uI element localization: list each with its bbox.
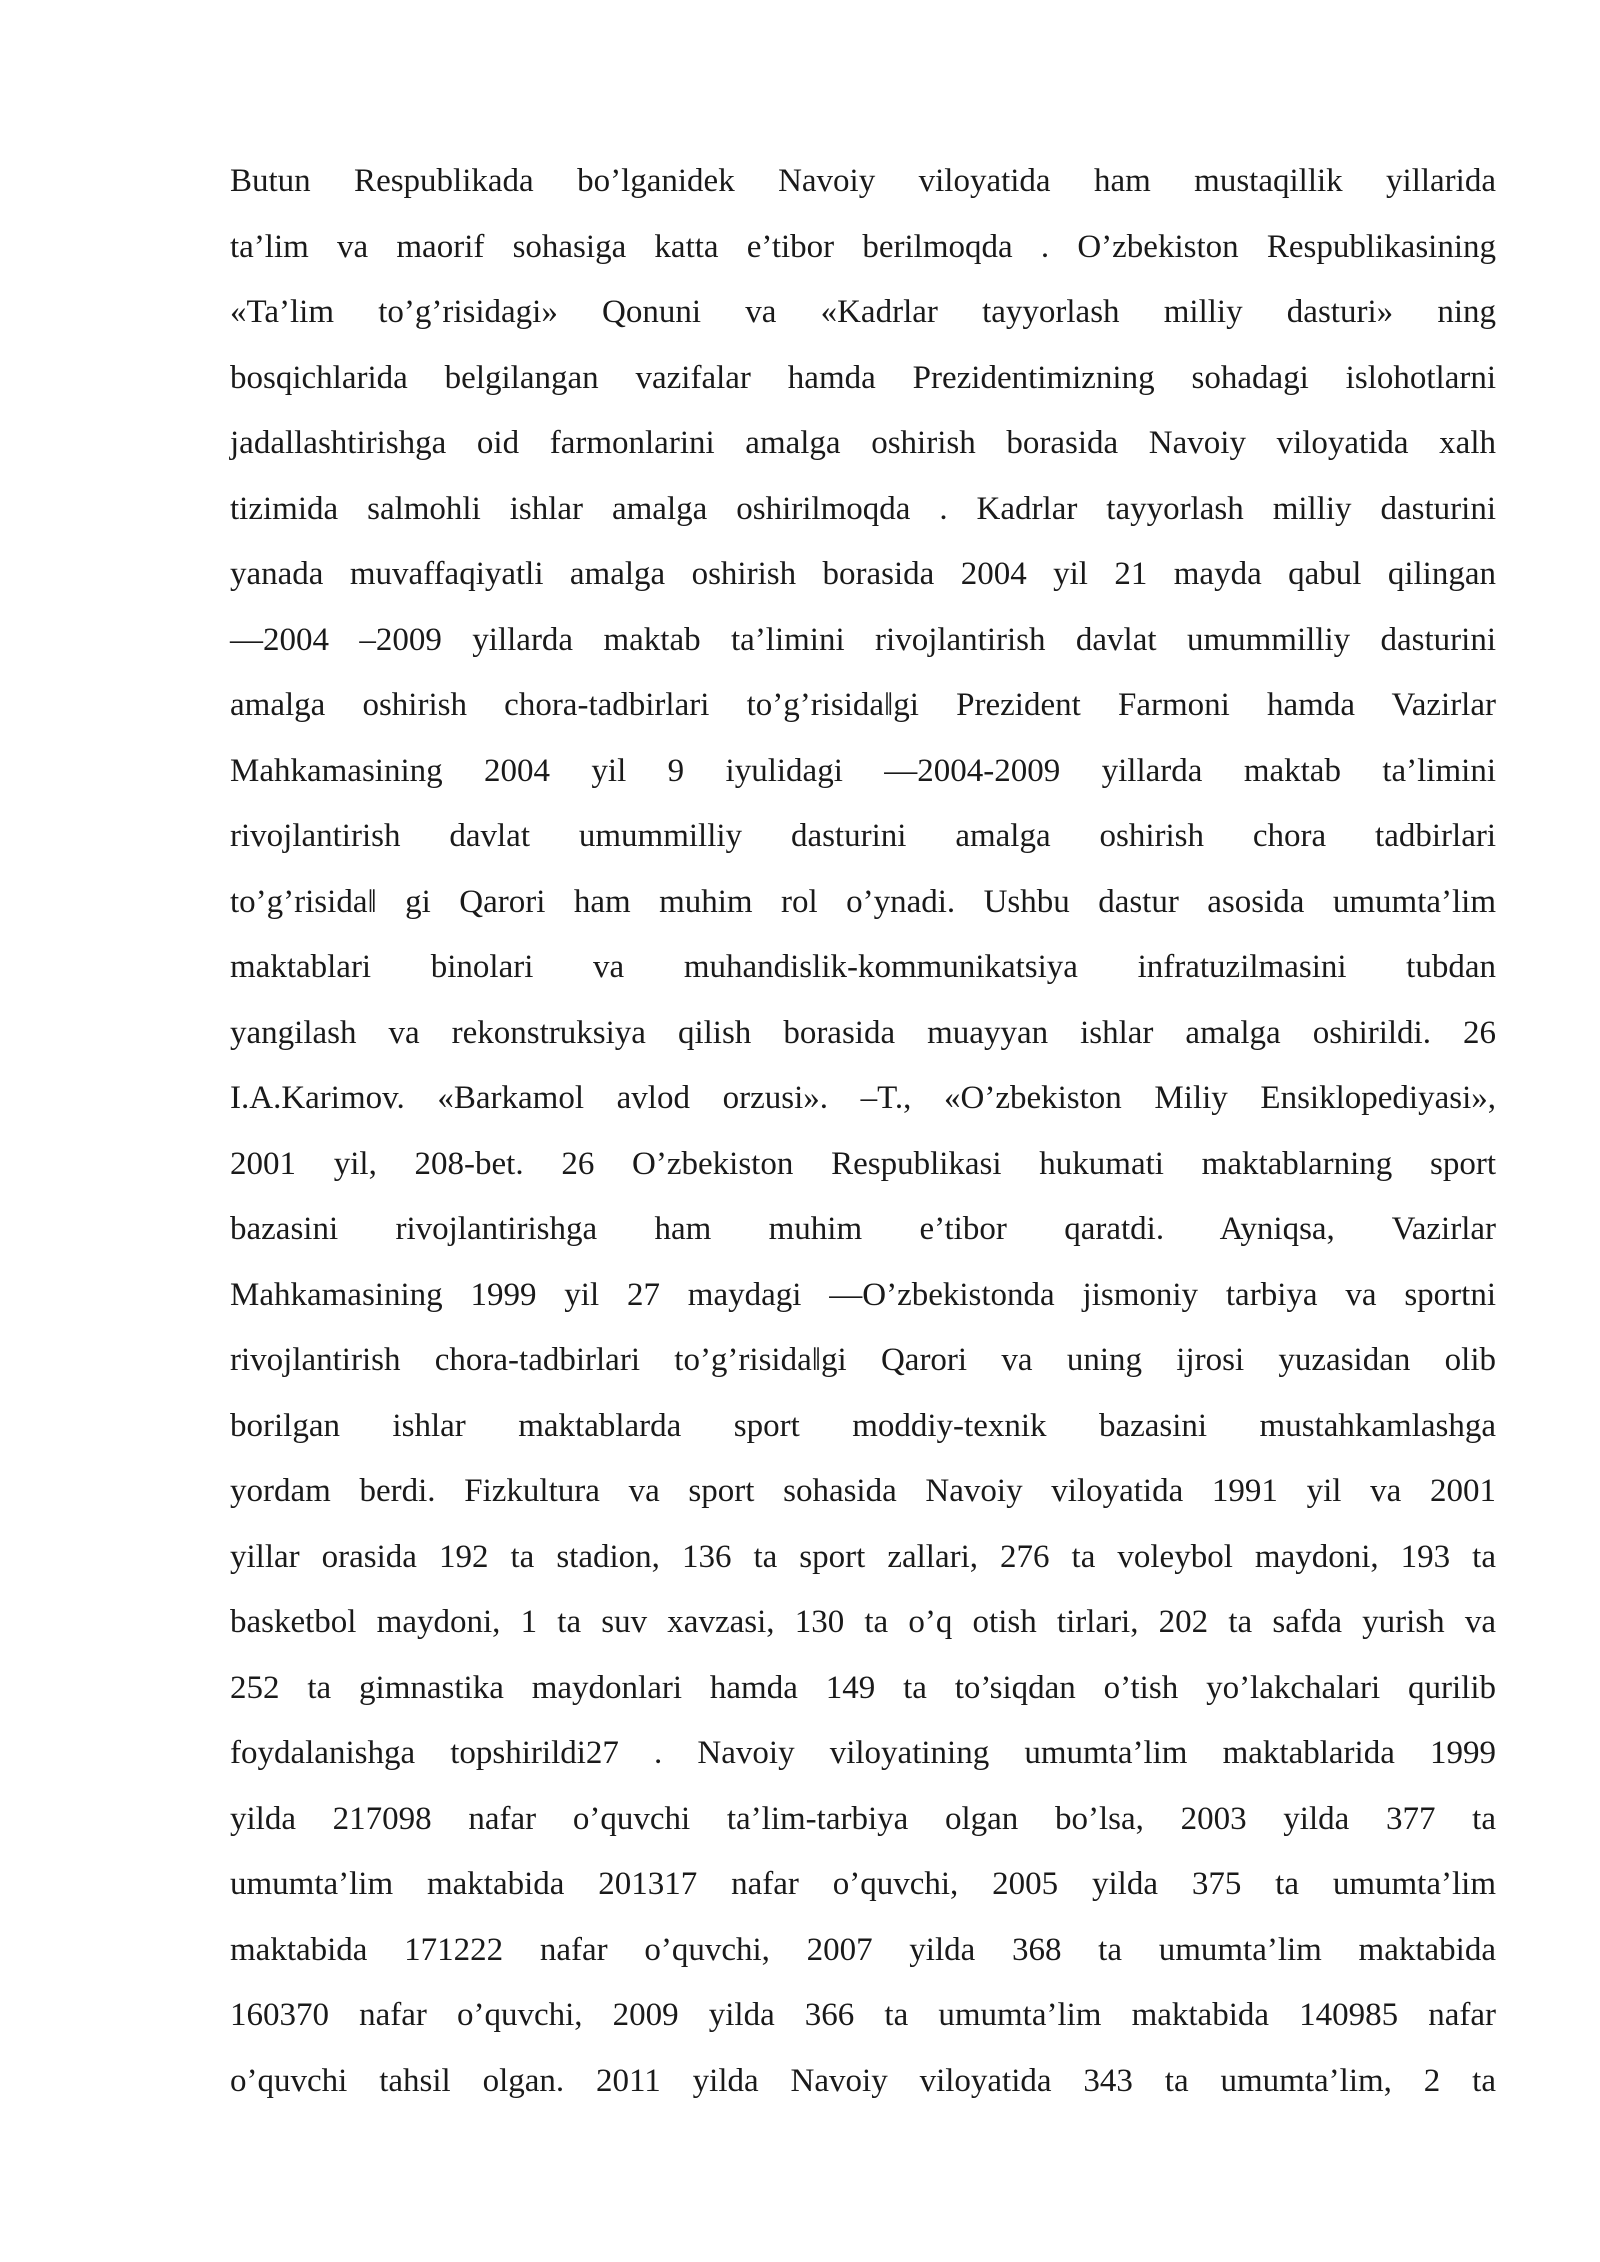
text-line: yilda 217098 nafar o’quvchi ta’lim-tarbiya olgan bo’lsa, 2003 yilda 377 ta — [230, 1800, 1496, 1837]
text-line: umumta’lim maktabida 201317 nafar o’quvchi, 2005 yilda 375 ta umumta’lim — [230, 1866, 1496, 1902]
text-line: foydalanishga topshirildi27 . Navoiy viloyatining umumta’lim maktablarida 1999 — [230, 1735, 1496, 1771]
body-text — [230, 149, 1496, 2114]
text-line: 160370 nafar o’quvchi, 2009 yilda 366 ta umumta’lim maktabida 140985 nafar — [230, 1997, 1496, 2033]
text-line: tizimida salmohli ishlar amalga oshirilmoqda . Kadrlar tayyorlash milliy dasturini — [230, 490, 1496, 527]
text-line: bosqichlarida belgilangan vazifalar hamda Prezidentimizning sohadagi islohotlarni — [230, 359, 1496, 396]
text-line: yangilash va rekonstruksiya qilish borasida muayyan ishlar amalga oshirildi. 26 — [230, 1014, 1496, 1051]
text-line: ta’lim va maorif sohasiga katta e’tibor berilmoqda . O’zbekiston Respublikasining — [230, 228, 1496, 265]
text-line: Mahkamasining 2004 yil 9 iyulidagi —2004-2009 yillarda maktab ta’limini — [230, 752, 1496, 789]
text-line: 252 ta gimnastika maydonlari hamda 149 ta to’siqdan o’tish yo’lakchalari qurilib — [230, 1669, 1496, 1706]
text-line: I.A.Karimov. «Barkamol avlod orzusi». –T., «O’zbekiston Miliy Ensiklopediyasi», — [230, 1080, 1496, 1116]
text-line: maktablari binolari va muhandislik-kommunikatsiya infratuzilmasini tubdan — [230, 949, 1496, 985]
text-line: bazasini rivojlantirishga ham muhim e’tibor qaratdi. Ayniqsa, Vazirlar — [230, 1211, 1496, 1247]
text-line: yordam berdi. Fizkultura va sport sohasida Navoiy viloyatida 1991 yil va 2001 — [230, 1473, 1496, 1509]
text-line: amalga oshirish chora-tadbirlari to’g’risida‖gi Prezident Farmoni hamda Vazirlar — [230, 687, 1496, 723]
text-line: —2004 –2009 yillarda maktab ta’limini rivojlantirish davlat umummilliy dasturini — [230, 621, 1496, 658]
text-line: o’quvchi tahsil olgan. 2011 yilda Navoiy viloyatida 343 ta umumta’lim, 2 ta — [230, 2062, 1496, 2099]
text-line: rivojlantirish chora-tadbirlari to’g’risida‖gi Qarori va uning ijrosi yuzasidan olib — [230, 1342, 1496, 1378]
text-line: yanada muvaffaqiyatli amalga oshirish borasida 2004 yil 21 mayda qabul qilingan — [230, 556, 1496, 592]
text-line: jadallashtirishga oid farmonlarini amalga oshirish borasida Navoiy viloyatida xalh — [230, 425, 1496, 461]
text-line: 2001 yil, 208-bet. 26 O’zbekiston Respublikasi hukumati maktablarning sport — [230, 1145, 1496, 1182]
text-line: yillar orasida 192 ta stadion, 136 ta sport zallari, 276 ta voleybol maydoni, 193 ta — [230, 1538, 1496, 1575]
text-line: to’g’risida‖ gi Qarori ham muhim rol o’ynadi. Ushbu dastur asosida umumta’lim — [230, 883, 1496, 920]
text-line: rivojlantirish davlat umummilliy dasturini amalga oshirish chora tadbirlari — [230, 818, 1496, 854]
text-line: borilgan ishlar maktablarda sport moddiy-texnik bazasini mustahkamlashga — [230, 1407, 1496, 1444]
text-line: maktabida 171222 nafar o’quvchi, 2007 yilda 368 ta umumta’lim maktabida — [230, 1931, 1496, 1968]
text-line: Butun Respublikada bo’lganidek Navoiy viloyatida ham mustaqillik yillarida — [230, 163, 1496, 199]
text-line: «Ta’lim to’g’risidagi» Qonuni va «Kadrlar tayyorlash milliy dasturi» ning — [230, 294, 1496, 330]
text-line: basketbol maydoni, 1 ta suv xavzasi, 130 ta o’q otish tirlari, 202 ta safda yurish va — [230, 1604, 1496, 1640]
text-line: Mahkamasining 1999 yil 27 maydagi —O’zbekistonda jismoniy tarbiya va sportni — [230, 1276, 1496, 1313]
